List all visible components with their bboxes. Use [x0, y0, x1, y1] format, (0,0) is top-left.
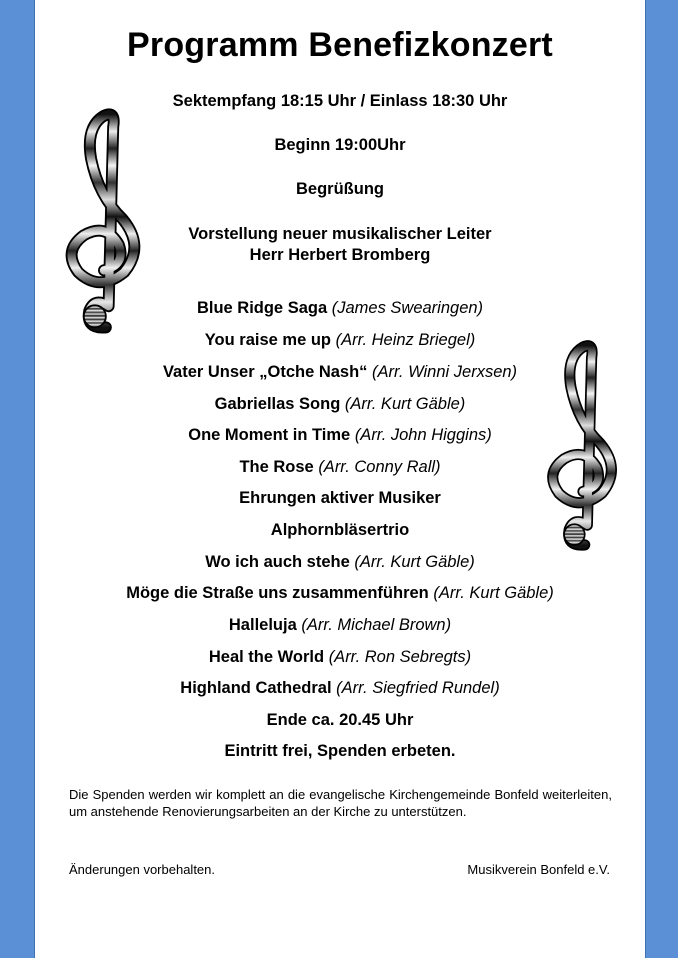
program-title: Ende ca. 20.45 Uhr [266, 711, 414, 729]
program-arranger: (Arr. John Higgins) [354, 426, 492, 444]
program-arranger: (Arr. Heinz Briegel) [335, 331, 476, 349]
program-title: Gabriellas Song [214, 395, 341, 413]
end-time [42, 710, 638, 731]
program-arranger: (Arr. Kurt Gäble) [354, 553, 475, 571]
conductor-intro: Vorstellung neuer musikalischer Leiter [188, 225, 492, 243]
treble-clef-icon [58, 104, 150, 352]
program-title: Alphornbläsertrio [270, 521, 410, 539]
program-arranger: (Arr. Winni Jerxsen) [372, 363, 518, 381]
right-border-bar [645, 0, 678, 958]
program-title: Vater Unser „Otche Nash“ [162, 363, 368, 381]
page-title: Programm Benefizkonzert [127, 26, 553, 64]
program-title: You raise me up [204, 331, 331, 349]
program-arranger: (Arr. Michael Brown) [301, 616, 452, 634]
program-title: Wo ich auch stehe [205, 553, 350, 571]
program-arranger: (Arr. Siegfried Rundel) [336, 679, 500, 697]
reception-time: Sektempfang 18:15 Uhr / Einlass 18:30 Uhr [172, 92, 508, 110]
program-arranger: (Arr. Conny Rall) [318, 458, 441, 476]
left-border-bar [0, 0, 35, 958]
program-arranger: (Arr. Ron Sebregts) [328, 648, 472, 666]
program-arranger: (James Swearingen) [331, 299, 484, 317]
program-item [42, 615, 638, 636]
program-title: The Rose [239, 458, 314, 476]
program-item [42, 583, 638, 604]
program-item [42, 647, 638, 668]
program-title: One Moment in Time [188, 426, 351, 444]
program-title: Halleluja [228, 616, 297, 634]
program-arranger: (Arr. Kurt Gäble) [433, 584, 554, 602]
donation-note: Die Spenden werden wir komplett an die evangelische Kirchengemeinde Bonfeld weiterleiten, um anstehende Renovierungsarbeiten an der Kirche zu unterstützen. [69, 787, 612, 819]
conductor-name: Herr Herbert Bromberg [249, 246, 431, 264]
program-arranger: (Arr. Kurt Gäble) [344, 395, 466, 413]
program-title: Highland Cathedral [180, 679, 332, 697]
welcome: Begrüßung [296, 180, 384, 198]
program-title: Ehrungen aktiver Musiker [239, 489, 441, 507]
program-title: Eintritt frei, Spenden erbeten. [224, 742, 456, 760]
footer-disclaimer: Änderungen vorbehalten. [69, 862, 216, 877]
program-title: Blue Ridge Saga [196, 299, 328, 317]
program-title: Heal the World [208, 648, 325, 666]
treble-clef-icon [540, 338, 626, 566]
footer-organizer: Musikverein Bonfeld e.V. [467, 862, 610, 877]
program-item [42, 678, 638, 699]
admission-note [42, 741, 638, 762]
start-time: Beginn 19:00Uhr [274, 136, 406, 154]
program-title: Möge die Straße uns zusammenführen [126, 584, 429, 602]
